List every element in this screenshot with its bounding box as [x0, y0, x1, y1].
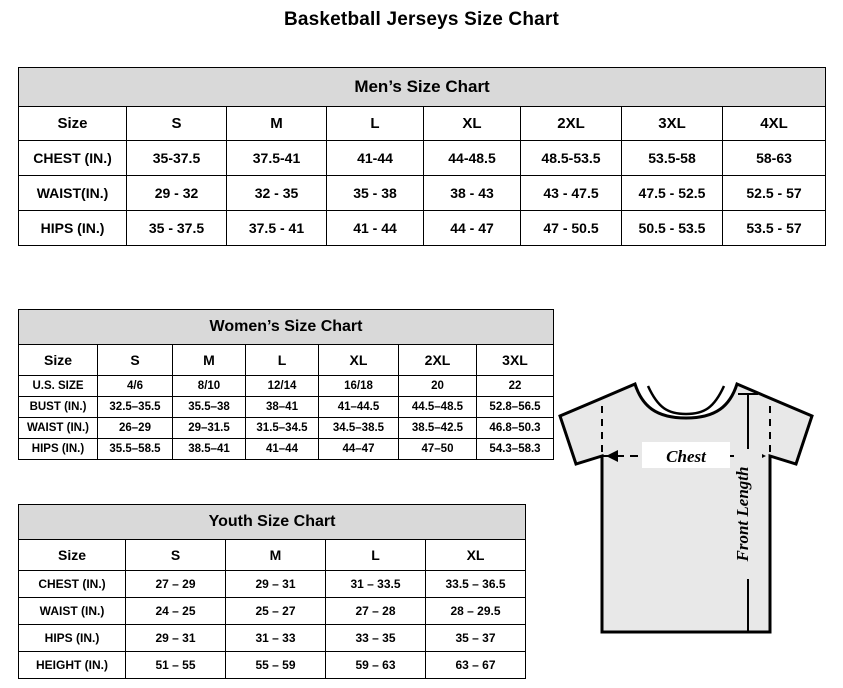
- youth-header-cell: Size: [19, 540, 126, 571]
- womens-header-cell: 2XL: [399, 345, 477, 376]
- page-title: Basketball Jerseys Size Chart: [283, 9, 560, 30]
- collar-line: [648, 386, 724, 414]
- mens-size-chart-table: [18, 67, 826, 246]
- mens-cell: 44-48.5: [424, 141, 521, 176]
- front-length-label: Front Length: [733, 466, 752, 562]
- mens-cell: 53.5-58: [622, 141, 723, 176]
- womens-cell: 52.8–56.5: [477, 397, 554, 418]
- jersey-outline: [560, 384, 812, 632]
- youth-header-cell: L: [326, 540, 426, 571]
- mens-cell: 35 - 38: [327, 176, 424, 211]
- mens-cell: 29 - 32: [127, 176, 227, 211]
- womens-cell: 54.3–58.3: [477, 439, 554, 460]
- womens-header-cell: S: [98, 345, 173, 376]
- table-row: [19, 141, 826, 176]
- womens-cell: 35.5–58.5: [98, 439, 173, 460]
- mens-header-cell: 2XL: [521, 107, 622, 141]
- youth-cell: 28 – 29.5: [426, 598, 526, 625]
- youth-cell: 25 – 27: [226, 598, 326, 625]
- mens-row-label: HIPS (IN.): [19, 211, 127, 246]
- youth-cell: 31 – 33: [226, 625, 326, 652]
- youth-cell: 27 – 28: [326, 598, 426, 625]
- womens-caption-row: [19, 310, 554, 345]
- mens-cell: 47.5 - 52.5: [622, 176, 723, 211]
- womens-cell: 12/14: [246, 376, 319, 397]
- womens-row-label: U.S. SIZE: [19, 376, 98, 397]
- womens-size-chart-table: [18, 309, 554, 460]
- mens-header-cell: 3XL: [622, 107, 723, 141]
- womens-header-cell: 3XL: [477, 345, 554, 376]
- youth-caption: Youth Size Chart: [19, 505, 526, 540]
- youth-row-label: WAIST (IN.): [19, 598, 126, 625]
- womens-cell: 35.5–38: [173, 397, 246, 418]
- mens-cell: 41 - 44: [327, 211, 424, 246]
- youth-cell: 29 – 31: [126, 625, 226, 652]
- mens-cell: 35-37.5: [127, 141, 227, 176]
- table-row: [19, 571, 526, 598]
- womens-caption: Women’s Size Chart: [19, 310, 554, 345]
- mens-cell: 35 - 37.5: [127, 211, 227, 246]
- womens-row-label: BUST (IN.): [19, 397, 98, 418]
- womens-cell: 38.5–41: [173, 439, 246, 460]
- womens-cell: 31.5–34.5: [246, 418, 319, 439]
- youth-cell: 29 – 31: [226, 571, 326, 598]
- womens-cell: 38.5–42.5: [399, 418, 477, 439]
- youth-header-row: [19, 540, 526, 571]
- table-row: [19, 176, 826, 211]
- youth-header-cell: S: [126, 540, 226, 571]
- table-row: [19, 652, 526, 679]
- youth-cell: 59 – 63: [326, 652, 426, 679]
- mens-header-cell: XL: [424, 107, 521, 141]
- table-row: [19, 625, 526, 652]
- womens-cell: 41–44.5: [319, 397, 399, 418]
- mens-cell: 44 - 47: [424, 211, 521, 246]
- youth-cell: 35 – 37: [426, 625, 526, 652]
- womens-cell: 34.5–38.5: [319, 418, 399, 439]
- womens-cell: 4/6: [98, 376, 173, 397]
- mens-cell: 37.5-41: [227, 141, 327, 176]
- womens-row-label: WAIST (IN.): [19, 418, 98, 439]
- youth-cell: 51 – 55: [126, 652, 226, 679]
- womens-cell: 32.5–35.5: [98, 397, 173, 418]
- table-row: [19, 397, 554, 418]
- youth-caption-row: [19, 505, 526, 540]
- table-row: [19, 376, 554, 397]
- womens-cell: 29–31.5: [173, 418, 246, 439]
- youth-cell: 31 – 33.5: [326, 571, 426, 598]
- mens-header-row: [19, 107, 826, 141]
- table-row: [19, 439, 554, 460]
- mens-cell: 48.5-53.5: [521, 141, 622, 176]
- womens-cell: 47–50: [399, 439, 477, 460]
- jersey-measurement-diagram: [540, 344, 835, 664]
- womens-header-cell: Size: [19, 345, 98, 376]
- youth-header-cell: XL: [426, 540, 526, 571]
- chest-label: Chest: [666, 447, 706, 466]
- womens-cell: 41–44: [246, 439, 319, 460]
- womens-cell: 26–29: [98, 418, 173, 439]
- womens-cell: 20: [399, 376, 477, 397]
- mens-header-cell: Size: [19, 107, 127, 141]
- womens-cell: 38–41: [246, 397, 319, 418]
- womens-header-cell: XL: [319, 345, 399, 376]
- youth-row-label: CHEST (IN.): [19, 571, 126, 598]
- youth-cell: 63 – 67: [426, 652, 526, 679]
- mens-header-cell: M: [227, 107, 327, 141]
- womens-row-label: HIPS (IN.): [19, 439, 98, 460]
- womens-cell: 46.8–50.3: [477, 418, 554, 439]
- youth-cell: 27 – 29: [126, 571, 226, 598]
- table-row: [19, 418, 554, 439]
- youth-size-chart-table: [18, 504, 526, 679]
- youth-header-cell: M: [226, 540, 326, 571]
- youth-cell: 33 – 35: [326, 625, 426, 652]
- mens-cell: 58-63: [723, 141, 826, 176]
- youth-row-label: HIPS (IN.): [19, 625, 126, 652]
- mens-cell: 50.5 - 53.5: [622, 211, 723, 246]
- mens-header-cell: 4XL: [723, 107, 826, 141]
- mens-cell: 53.5 - 57: [723, 211, 826, 246]
- mens-header-cell: L: [327, 107, 424, 141]
- mens-caption-row: [19, 68, 826, 107]
- mens-cell: 41-44: [327, 141, 424, 176]
- mens-cell: 52.5 - 57: [723, 176, 826, 211]
- mens-row-label: CHEST (IN.): [19, 141, 127, 176]
- mens-caption: Men’s Size Chart: [19, 68, 826, 107]
- womens-header-cell: L: [246, 345, 319, 376]
- mens-cell: 47 - 50.5: [521, 211, 622, 246]
- womens-header-row: [19, 345, 554, 376]
- mens-header-cell: S: [127, 107, 227, 141]
- womens-cell: 16/18: [319, 376, 399, 397]
- mens-row-label: WAIST(IN.): [19, 176, 127, 211]
- youth-row-label: HEIGHT (IN.): [19, 652, 126, 679]
- mens-cell: 32 - 35: [227, 176, 327, 211]
- youth-cell: 33.5 – 36.5: [426, 571, 526, 598]
- womens-cell: 8/10: [173, 376, 246, 397]
- table-row: [19, 211, 826, 246]
- mens-cell: 38 - 43: [424, 176, 521, 211]
- womens-cell: 44–47: [319, 439, 399, 460]
- womens-cell: 44.5–48.5: [399, 397, 477, 418]
- womens-cell: 22: [477, 376, 554, 397]
- womens-header-cell: M: [173, 345, 246, 376]
- youth-cell: 24 – 25: [126, 598, 226, 625]
- mens-cell: 37.5 - 41: [227, 211, 327, 246]
- youth-cell: 55 – 59: [226, 652, 326, 679]
- table-row: [19, 598, 526, 625]
- mens-cell: 43 - 47.5: [521, 176, 622, 211]
